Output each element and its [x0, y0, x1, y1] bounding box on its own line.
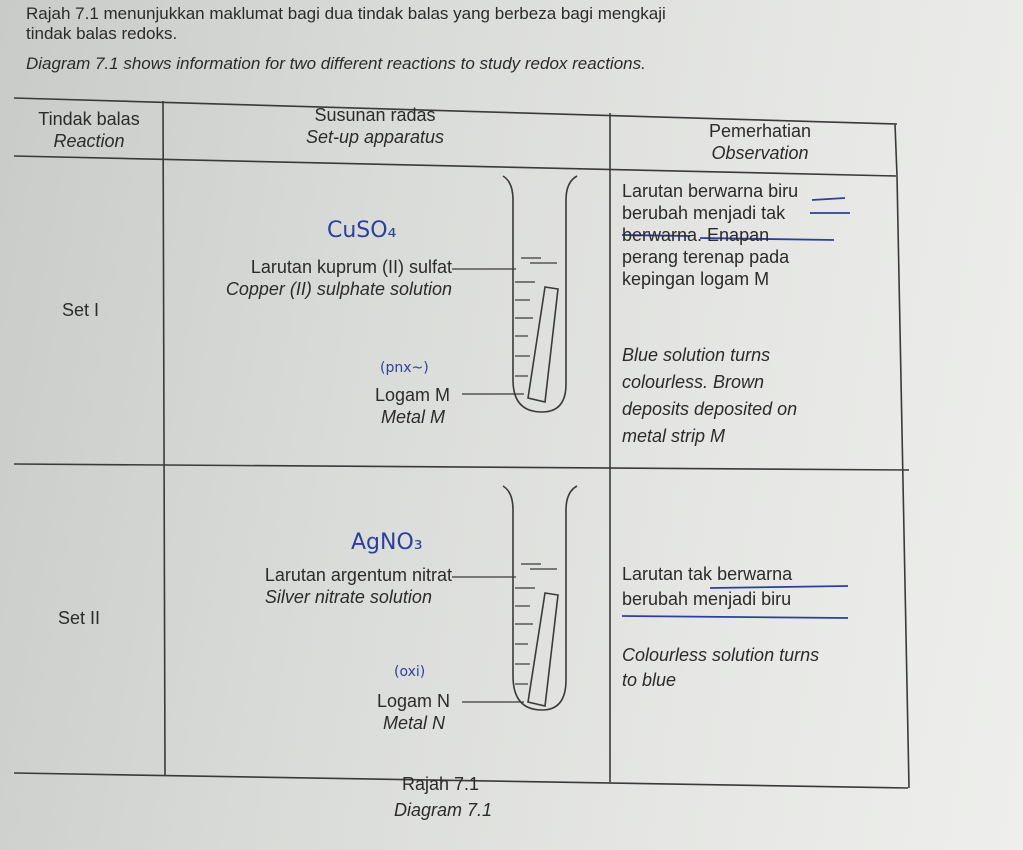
- metal-strip-m: [528, 287, 558, 402]
- header-setup: [240, 104, 510, 148]
- set2-metal-malay: Logam N: [376, 691, 450, 711]
- set2-handwritten-formula: AgNO₃: [351, 530, 423, 555]
- set1-handwritten-formula: CuSO₄: [327, 218, 397, 243]
- set2-obs-malay-0: Larutan tak berwarna: [622, 564, 793, 584]
- set1-solution-label: [226, 256, 452, 300]
- caption-malay: Rajah 7.1: [402, 774, 480, 794]
- header-setup-malay: Susunan radas: [314, 105, 436, 125]
- test-tube-set1: [452, 176, 577, 412]
- set2-obs-english-1: to blue: [622, 670, 677, 690]
- header-reaction-malay: Tindak balas: [38, 109, 140, 129]
- intro-english: Diagram 7.1 shows information for two different reactions to study redox reactions.: [26, 54, 646, 73]
- set2-solution-english: Silver nitrate solution: [264, 587, 432, 607]
- metal-strip-n: [528, 593, 558, 706]
- intro-malay-line1: Rajah 7.1 menunjukkan maklumat bagi dua tindak balas yang berbeza bagi mengkaji: [26, 4, 666, 23]
- set2-solution-label: [265, 564, 452, 608]
- set1-obs-malay-3: perang terenap pada: [622, 247, 790, 267]
- table-right-border: [897, 176, 909, 788]
- set1-solution-malay: Larutan kuprum (II) sulfat: [250, 257, 452, 277]
- header-observation-malay: Pemerhatian: [708, 121, 812, 141]
- set1-obs-english-3: metal strip M: [622, 426, 726, 446]
- set1-metal-label: [375, 384, 450, 428]
- set2-metal-label: [377, 690, 450, 734]
- set1-obs-malay-4: kepingan logam M: [622, 269, 770, 289]
- set1-label: Set I: [62, 300, 100, 320]
- set1-handwritten-note: (pnx~): [380, 360, 429, 376]
- set2-label: Set II: [58, 608, 101, 628]
- set1-metal-english: Metal M: [380, 407, 445, 427]
- set1-solution-english: Copper (II) sulphate solution: [225, 279, 452, 299]
- header-reaction: [14, 108, 164, 152]
- test-tube-set2: [452, 486, 577, 710]
- set2-obs-english-0: Colourless solution turns: [622, 645, 820, 665]
- header-right-border: [895, 124, 897, 176]
- caption-english: Diagram 7.1: [394, 800, 493, 820]
- header-observation: [680, 120, 840, 164]
- col-divider-1: [163, 101, 165, 776]
- set2-metal-english: Metal N: [382, 713, 445, 733]
- intro-malay-line2: tindak balas redoks.: [26, 24, 178, 43]
- set1-obs-english-1: colourless. Brown: [622, 372, 765, 392]
- header-reaction-english: Reaction: [53, 131, 125, 151]
- set2-obs-malay-1: berubah menjadi biru: [622, 589, 792, 609]
- set1-obs-malay-0: Larutan berwarna biru: [622, 181, 799, 201]
- set1-obs-malay-2: berwarna. Enapan: [622, 225, 770, 245]
- set2-solution-malay: Larutan argentum nitrat: [264, 565, 452, 585]
- set1-obs-english-0: Blue solution turns: [622, 345, 771, 365]
- set1-obs-malay-1: berubah menjadi tak: [622, 203, 786, 223]
- row-divider: [14, 464, 909, 470]
- set1-metal-malay: Logam M: [374, 385, 450, 405]
- set1-obs-english-2: deposits deposited on: [622, 399, 798, 419]
- set2-handwritten-note: (oxi): [394, 664, 426, 680]
- header-setup-english: Set-up apparatus: [305, 127, 445, 147]
- header-observation-english: Observation: [711, 143, 809, 163]
